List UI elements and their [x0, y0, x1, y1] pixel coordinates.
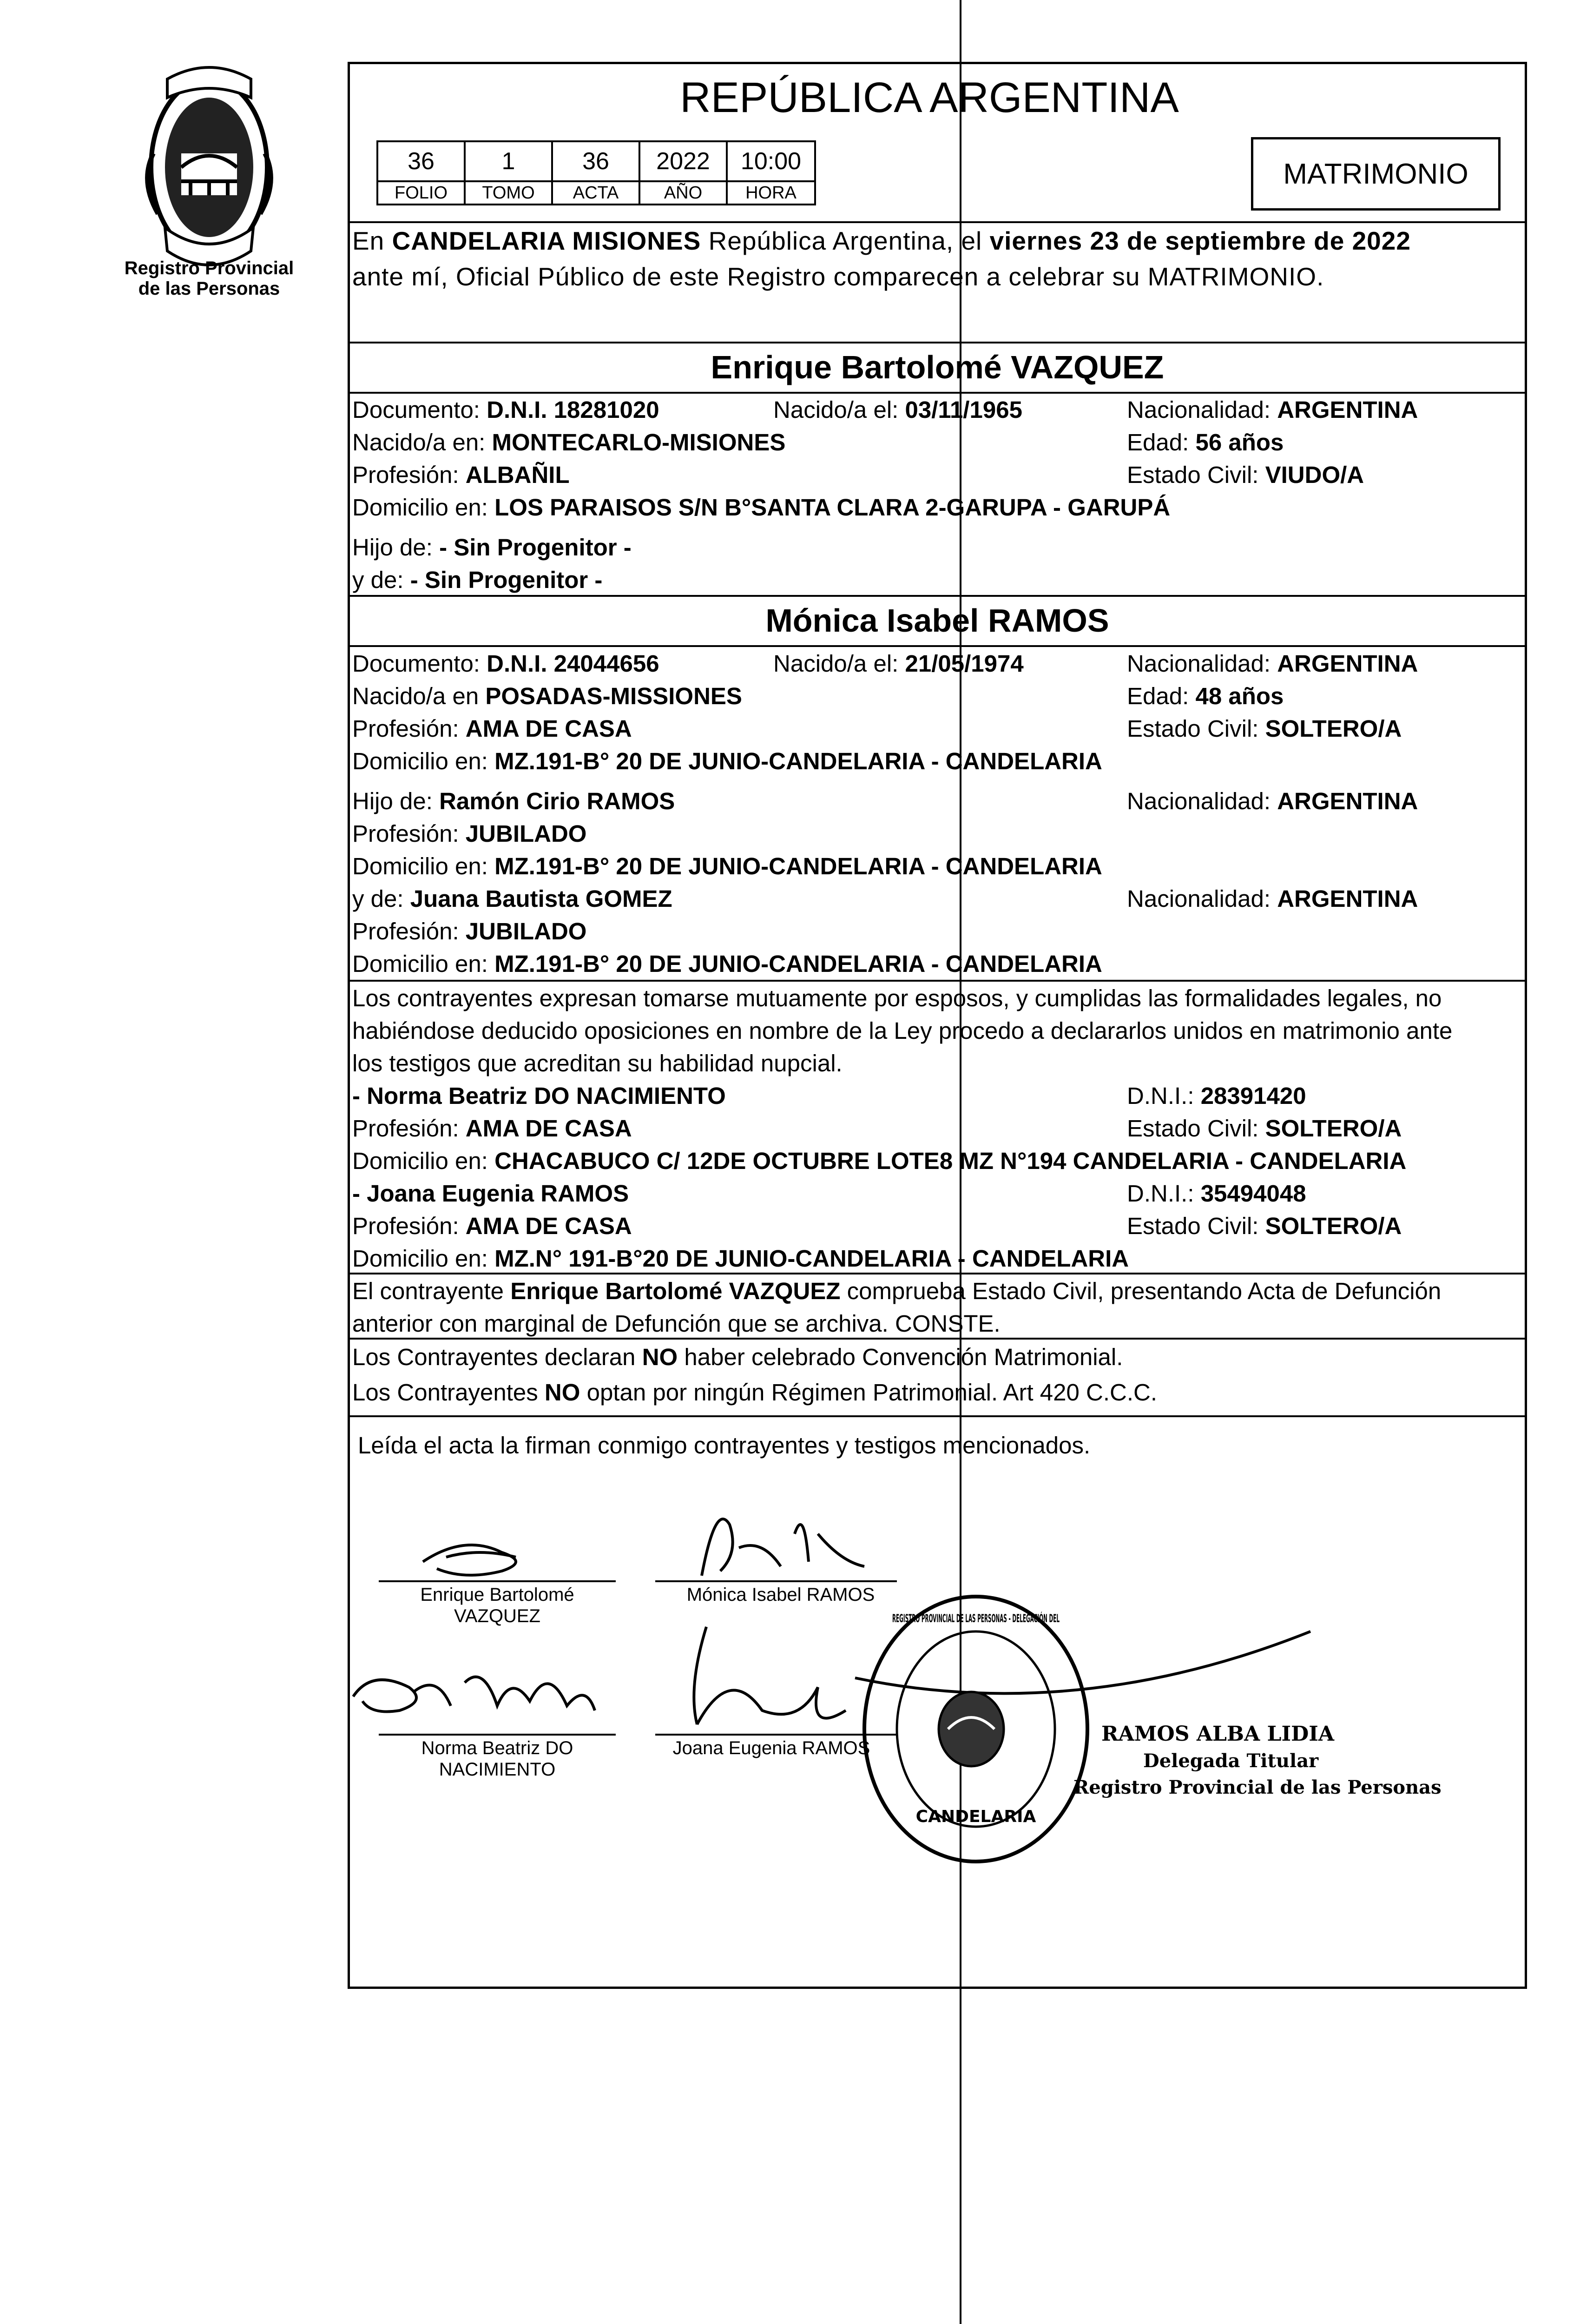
official-role: Delegada Titular [1143, 1750, 1319, 1772]
field-value: - Sin Progenitor - [439, 534, 632, 561]
field-value: SOLTERO/A [1265, 715, 1402, 742]
divider [348, 595, 1527, 597]
hour-label: HORA [727, 181, 815, 205]
convention-no: NO [642, 1344, 678, 1370]
field-label: Nacido/a en [352, 683, 486, 709]
bride-signature-label: Mónica Isabel RAMOS [686, 1585, 875, 1605]
field-label: Profesión: [352, 918, 466, 944]
bride-mother-profession [352, 918, 586, 945]
field-value: AMA DE CASA [465, 715, 632, 742]
field-value: POSADAS-MISSIONES [485, 683, 742, 709]
field-value: MZ.191-B° 20 DE JUNIO-CANDELARIA - CANDELARIA [494, 853, 1102, 879]
bride-name: Mónica Isabel RAMOS [765, 602, 1109, 639]
witness2-signature-label: Joana Eugenia RAMOS [672, 1738, 870, 1758]
signature-label-line: NACIMIENTO [439, 1759, 556, 1780]
field-label: Domicilio en: [352, 951, 495, 977]
signature-label-line: Enrique Bartolomé [420, 1585, 574, 1605]
witness1-profession [352, 1115, 632, 1142]
witness2-civil-status [1127, 1212, 1402, 1240]
field-value: ARGENTINA [1277, 396, 1418, 423]
groom-parent-1 [352, 534, 632, 561]
field-label: Estado Civil: [1127, 462, 1265, 488]
bride-birthplace [352, 682, 742, 710]
bride-birthdate [773, 650, 1024, 678]
logo-caption [98, 258, 321, 299]
divider [348, 221, 1527, 223]
tomo-value: 1 [465, 141, 552, 181]
note-line-2: anterior con marginal de Defunción que se archiva. CONSTE. [352, 1310, 1001, 1337]
note-text: El contrayente [352, 1278, 511, 1304]
field-value: VIUDO/A [1265, 462, 1364, 488]
stamp-ring-text: REGISTRO PROVINCIAL DE LAS PERSONAS - DELEGACIÓN DEL [892, 1612, 1277, 1625]
groom-birthdate [773, 396, 1022, 424]
field-label: Profesión: [352, 1115, 466, 1142]
witness2-dni [1127, 1180, 1306, 1208]
divider [348, 1338, 1527, 1340]
field-label: Documento: [352, 650, 487, 677]
field-value: CHACABUCO C/ 12DE OCTUBRE LOTE8 MZ N°194 CANDELARIA - CANDELARIA [494, 1148, 1407, 1174]
acta-label: ACTA [552, 181, 639, 205]
official-organization: Registro Provincial de las Personas [1073, 1776, 1442, 1798]
bride-father-profession [352, 820, 586, 848]
folio-label: FOLIO [377, 181, 465, 205]
field-label: Domicilio en: [352, 494, 495, 521]
field-value: ALBAÑIL [465, 462, 570, 488]
witness1-signature [344, 1655, 604, 1734]
field-label: Edad: [1127, 683, 1196, 709]
field-label: Domicilio en: [352, 1148, 495, 1174]
field-label: y de: [352, 567, 410, 593]
declaration-line-1: Los contrayentes expresan tomarse mutuamente por esposos, y cumplidas las formalidades legales, no [352, 985, 1442, 1011]
intro-text: República Argentina, el [701, 226, 990, 255]
field-value: SOLTERO/A [1265, 1115, 1402, 1142]
groom-parent-2 [352, 566, 602, 594]
year-label: AÑO [639, 181, 727, 205]
field-label: Documento: [352, 396, 487, 423]
field-value: 35494048 [1200, 1180, 1306, 1207]
field-label: Estado Civil: [1127, 1115, 1265, 1142]
note-text: comprueba Estado Civil, presentando Acta de Defunción [840, 1278, 1442, 1304]
intro-line-2: ante mí, Oficial Público de este Registro comparecen a celebrar su MATRIMONIO. [352, 262, 1324, 291]
field-value: - Sin Progenitor - [410, 567, 603, 593]
field-value: MZ.N° 191-B°20 DE JUNIO-CANDELARIA - CANDELARIA [494, 1245, 1129, 1272]
field-label: Profesión: [352, 462, 466, 488]
field-value: 28391420 [1200, 1083, 1306, 1109]
bride-nationality [1127, 650, 1418, 678]
field-value: LOS PARAISOS S/N B°SANTA CLARA 2-GARUPA - GARUPÁ [494, 494, 1171, 521]
field-value: D.N.I. 18281020 [487, 396, 659, 423]
signature-line [379, 1734, 616, 1736]
intro-text: En [352, 226, 392, 255]
intro-place: CANDELARIA MISIONES [392, 226, 701, 255]
signature-label-line: Norma Beatriz DO [421, 1738, 573, 1758]
field-label: Domicilio en: [352, 1245, 495, 1272]
folio-value: 36 [377, 141, 465, 181]
declaration-line-2: habiéndose deducido oposiciones en nombre de la Ley procedo a declararlos unidos en matrimonio ante [352, 1017, 1453, 1044]
witness1-address [352, 1147, 1406, 1175]
field-label: D.N.I.: [1127, 1083, 1201, 1109]
document-type-box: MATRIMONIO [1251, 137, 1501, 211]
field-value: Juana Bautista GOMEZ [410, 885, 672, 912]
field-label: y de: [352, 885, 410, 912]
field-label: Estado Civil: [1127, 1213, 1265, 1239]
field-label: D.N.I.: [1127, 1180, 1201, 1207]
divider [348, 980, 1527, 982]
bride-address [352, 747, 1102, 775]
bride-document [352, 650, 659, 678]
groom-age [1127, 429, 1284, 456]
field-label: Hijo de: [352, 788, 440, 814]
witness2-address [352, 1245, 1129, 1273]
field-label: Estado Civil: [1127, 715, 1265, 742]
bride-father [352, 787, 675, 815]
declaration-line-3: los testigos que acreditan su habilidad nupcial. [352, 1050, 843, 1076]
convention-text: optan por ningún Régimen Patrimonial. Art 420 C.C.C. [580, 1379, 1158, 1406]
groom-profession [352, 461, 570, 489]
field-value: SOLTERO/A [1265, 1213, 1402, 1239]
groom-signature [409, 1525, 548, 1585]
field-value: 48 años [1195, 683, 1284, 709]
bride-mother-nationality [1127, 885, 1418, 913]
field-value: AMA DE CASA [465, 1115, 632, 1142]
field-label: Profesión: [352, 1213, 466, 1239]
divider [348, 1415, 1527, 1417]
convention-line-2 [352, 1379, 1157, 1406]
year-value: 2022 [639, 141, 727, 181]
field-label: Nacionalidad: [1127, 885, 1277, 912]
official-name: RAMOS ALBA LIDIA [1101, 1722, 1334, 1746]
field-label: Domicilio en: [352, 748, 495, 774]
field-value: Ramón Cirio RAMOS [439, 788, 675, 814]
logo-caption-line1: Registro Provincial [124, 258, 294, 278]
field-label: Profesión: [352, 820, 466, 847]
witness1-dni [1127, 1082, 1306, 1110]
groom-address [352, 494, 1170, 522]
signature-line [655, 1580, 897, 1582]
field-label: Hijo de: [352, 534, 440, 561]
bride-civil-status [1127, 715, 1402, 743]
field-value: ARGENTINA [1277, 650, 1418, 677]
field-value: MZ.191-B° 20 DE JUNIO-CANDELARIA - CANDELARIA [494, 748, 1102, 774]
bride-profession [352, 715, 632, 743]
field-label: Nacido/a el: [773, 396, 905, 423]
field-label: Profesión: [352, 715, 466, 742]
field-label: Edad: [1127, 429, 1196, 456]
divider [348, 1273, 1527, 1274]
groom-birthplace [352, 429, 785, 456]
witness2-name: - Joana Eugenia RAMOS [352, 1180, 629, 1207]
groom-signature-label [379, 1584, 616, 1627]
convention-line-1 [352, 1343, 1123, 1371]
field-value: 03/11/1965 [905, 396, 1022, 423]
field-label: Nacionalidad: [1127, 396, 1277, 423]
closing-statement: Leída el acta la firman conmigo contrayentes y testigos mencionados. [358, 1432, 1091, 1459]
signature-line [379, 1580, 616, 1582]
acta-reference-table [376, 140, 816, 205]
field-label: Nacido/a en: [352, 429, 492, 456]
field-value: ARGENTINA [1277, 788, 1418, 814]
groom-nationality [1127, 396, 1418, 424]
witness1-civil-status [1127, 1115, 1402, 1142]
bride-mother-address [352, 950, 1102, 978]
field-label: Nacido/a el: [773, 650, 905, 677]
intro-line-1 [352, 227, 1411, 255]
groom-document [352, 396, 659, 424]
groom-civil-status [1127, 461, 1364, 489]
signature-label-line: VAZQUEZ [454, 1606, 540, 1626]
field-value: JUBILADO [465, 820, 587, 847]
convention-no: NO [544, 1379, 580, 1406]
witness1-name: - Norma Beatriz DO NACIMIENTO [352, 1083, 726, 1109]
page-title: REPÚBLICA ARGENTINA [680, 74, 1179, 121]
note-line-1 [352, 1277, 1441, 1305]
divider [348, 392, 1527, 394]
tomo-label: TOMO [465, 181, 552, 205]
convention-text: haber celebrado Convención Matrimonial. [678, 1344, 1123, 1370]
field-value: JUBILADO [465, 918, 587, 944]
field-value: MONTECARLO-MISIONES [492, 429, 786, 456]
bride-father-nationality [1127, 787, 1418, 815]
bride-mother [352, 885, 672, 913]
bride-age [1127, 682, 1284, 710]
hour-value: 10:00 [727, 141, 815, 181]
witness1-signature-label [379, 1737, 616, 1780]
field-value: D.N.I. 24044656 [487, 650, 659, 677]
field-label: Domicilio en: [352, 853, 495, 879]
intro-date: viernes 23 de septiembre de 2022 [989, 226, 1411, 255]
field-value: 56 años [1195, 429, 1284, 456]
field-value: ARGENTINA [1277, 885, 1418, 912]
field-label: Nacionalidad: [1127, 788, 1277, 814]
groom-name: Enrique Bartolomé VAZQUEZ [711, 349, 1164, 385]
field-value: 21/05/1974 [905, 650, 1024, 677]
convention-text: Los Contrayentes declaran [352, 1344, 642, 1370]
bride-signature [688, 1497, 883, 1590]
field-value: MZ.191-B° 20 DE JUNIO-CANDELARIA - CANDELARIA [494, 951, 1102, 977]
logo-caption-line2: de las Personas [138, 278, 280, 299]
stamp-center-text: CANDELARIA [915, 1807, 1036, 1826]
note-name: Enrique Bartolomé VAZQUEZ [510, 1278, 841, 1304]
acta-value: 36 [552, 141, 639, 181]
divider [348, 645, 1527, 647]
convention-text: Los Contrayentes [352, 1379, 545, 1406]
field-value: AMA DE CASA [465, 1213, 632, 1239]
witness2-profession [352, 1212, 632, 1240]
divider [348, 342, 1527, 343]
bride-father-address [352, 852, 1102, 880]
field-label: Nacionalidad: [1127, 650, 1277, 677]
